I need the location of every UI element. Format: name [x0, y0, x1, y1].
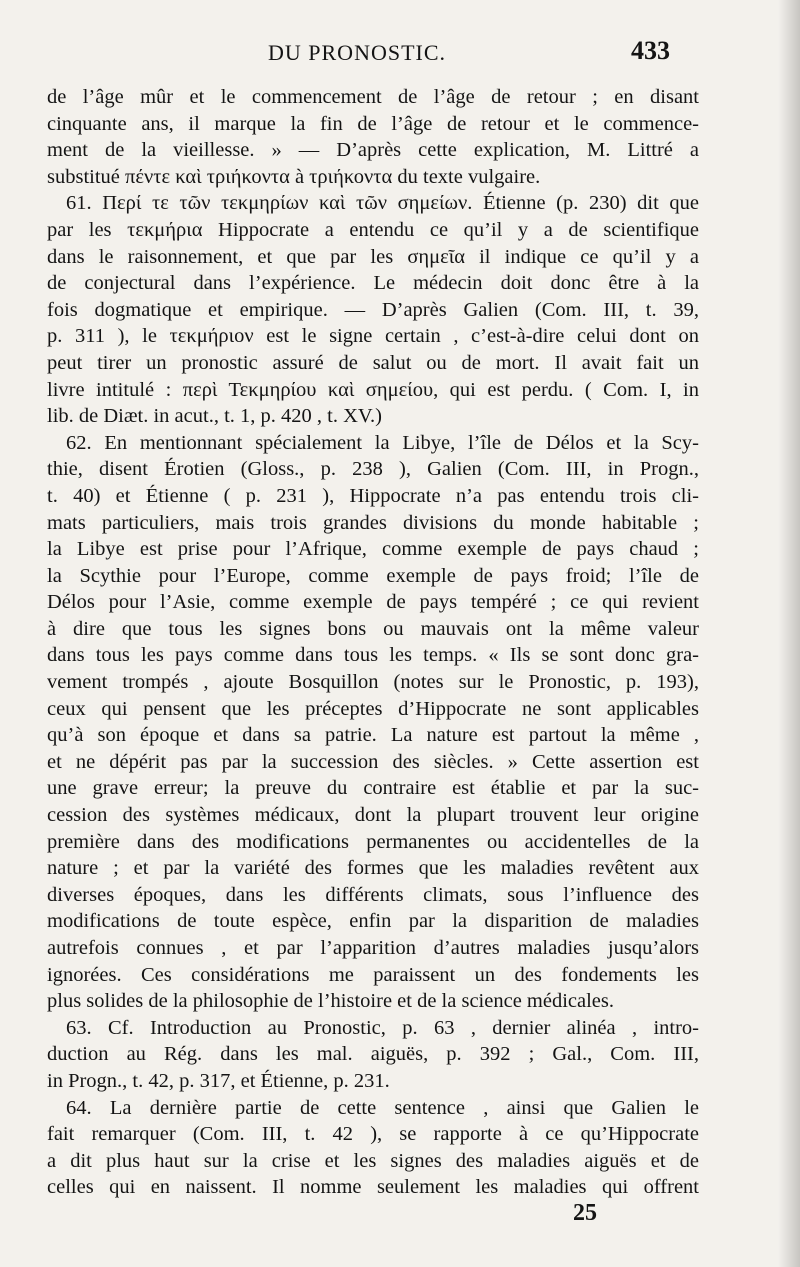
text-line: qu’à son époque et dans sa patrie. La nature est partout la même , — [47, 724, 699, 747]
text-line: modifications de toute espèce, enfin par la disparition de maladies — [47, 910, 699, 933]
text-line: celles qui en naissent. Il nomme seulement les maladies qui offrent — [47, 1176, 699, 1199]
text-line: substitué πέντε καὶ τριήκοντα à τριήκοντα du texte vulgaire. — [47, 165, 541, 188]
text-line: a dit plus haut sur la crise et les signes des maladies aiguës et de — [47, 1149, 699, 1172]
text-line: duction au Rég. dans les mal. aiguës, p. 392 ; Gal., Com. III, — [47, 1043, 699, 1066]
text-line: 64. La dernière partie de cette sentence , ainsi que Galien le — [66, 1096, 699, 1119]
text-line: autrefois connues , et par l’apparition d’autres maladies jusqu’alors — [47, 937, 699, 959]
text-line: vement trompés , ajoute Bosquillon (notes sur le Pronostic, p. 193), — [47, 671, 699, 694]
text-line: 62. En mentionnant spécialement la Libye, l’île de Délos et la Scy- — [66, 431, 699, 454]
text-line: par les τεκμήρια Hippocrate a entendu ce qu’il y a de scientifique — [47, 218, 699, 241]
text-line: une grave erreur; la preuve du contraire est établie et par la suc- — [47, 777, 699, 800]
text-line: thie, disent Érotien (Gloss., p. 238 ), Galien (Com. III, in Progn., — [47, 458, 699, 481]
text-line: mats particuliers, mais trois grandes divisions du monde habitable ; — [47, 511, 699, 534]
text-line: p. 311 ), le τεκμήριον est le signe certain , c’est-à-dire celui dont on — [47, 325, 699, 348]
text-line: ment de la vieillesse. » — D’après cette explication, M. Littré a — [47, 139, 699, 162]
page-number: 433 — [631, 36, 670, 65]
text-line: livre intitulé : περὶ Τεκμηρίου καὶ σημείου, qui est perdu. ( Com. I, in — [47, 378, 699, 401]
text-line: peut tirer un pronostic assuré de salut ou de mort. Il avait fait un — [47, 351, 699, 374]
text-line: la Libye est prise pour l’Afrique, comme exemple de pays chaud ; — [47, 538, 699, 561]
text-line: cinquante ans, il marque la fin de l’âge de retour et le commence- — [47, 112, 699, 135]
text-line: et ne dépérit pas par la succession des siècles. » Cette assertion est — [47, 750, 699, 773]
text-line: ignorées. Ces considérations me paraissent un des fondements les — [47, 963, 699, 986]
text-line: Délos pour l’Asie, comme exemple de pays tempéré ; ce qui revient — [47, 591, 699, 614]
text-line: 63. Cf. Introduction au Pronostic, p. 63 , dernier alinéa , intro- — [66, 1016, 699, 1039]
text-line: plus solides de la philosophie de l’histoire et de la science médicales. — [47, 990, 615, 1013]
body-text — [47, 84, 699, 1201]
text-line: t. 40) et Étienne ( p. 231 ), Hippocrate n’a pas entendu trois cli- — [47, 484, 699, 507]
text-line: ceux qui pensent que les préceptes d’Hippocrate ne sont applicables — [47, 697, 699, 720]
signature-mark: 25 — [573, 1200, 597, 1226]
text-line: de l’âge mûr et le commencement de l’âge de retour ; en disant — [47, 86, 699, 108]
running-title: DU PRONOSTIC. — [268, 40, 447, 65]
text-line: in Progn., t. 42, p. 317, et Étienne, p. 231. — [47, 1069, 390, 1092]
text-line: la Scythie pour l’Europe, comme exemple de pays froid; l’île de — [47, 564, 699, 587]
text-line: à dire que tous les signes bons ou mauvais ont la même valeur — [47, 617, 699, 640]
text-line: nature ; et par la variété des formes que les maladies revêtent aux — [47, 857, 699, 880]
text-line: 61. Περί τε τῶν τεκμηρίων καὶ τῶν σημείων. Étienne (p. 230) dit que — [66, 192, 699, 215]
page-edge-shadow — [778, 0, 800, 1267]
text-line: dans tous les pays comme dans tous les temps. « Ils se sont donc gra- — [47, 644, 699, 667]
page-header — [48, 36, 670, 72]
text-line: de conjectural dans l’expérience. Le médecin doit donc être à la — [47, 272, 699, 295]
text-line: première dans des modifications permanentes ou accidentelles de la — [47, 830, 699, 853]
text-line: fois dogmatique et empirique. — D’après Galien (Com. III, t. 39, — [47, 298, 699, 321]
text-line: cession des systèmes médicaux, dont la plupart trouvent leur origine — [47, 804, 699, 827]
text-line: fait remarquer (Com. III, t. 42 ), se rapporte à ce qu’Hippocrate — [47, 1123, 699, 1146]
text-line: diverses époques, dans les différents climats, sous l’influence des — [47, 883, 699, 906]
text-line: lib. de Diæt. in acut., t. 1, p. 420 , t. XV.) — [47, 405, 383, 428]
text-line: dans le raisonnement, et que par les σημεῖα il indique ce qu’il y a — [47, 245, 699, 268]
